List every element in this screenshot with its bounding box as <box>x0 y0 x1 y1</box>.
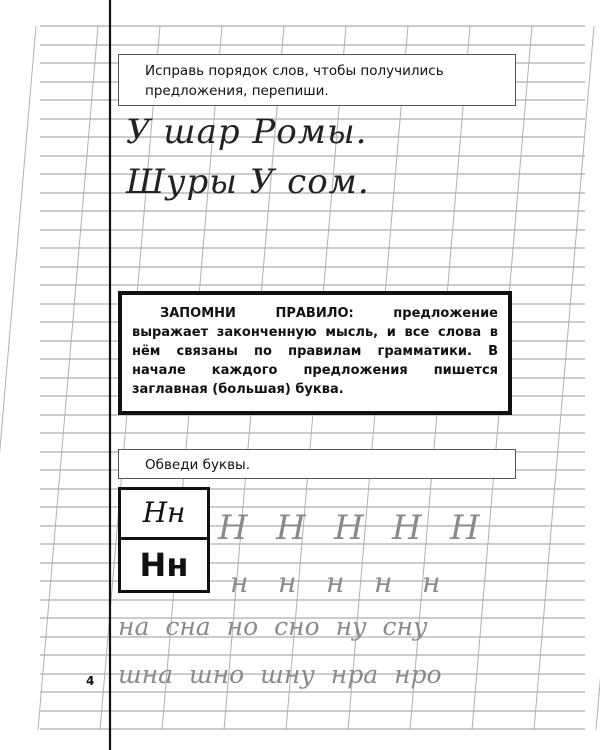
slant-guide-line <box>596 26 600 730</box>
trace-row-lowercase <box>230 566 470 599</box>
handwritten-sample-line-1: У шар Ромы. <box>126 112 368 152</box>
trace-row-syllables-1[interactable]: на сна но сно ну сну <box>118 612 428 641</box>
trace-letter[interactable]: Н <box>218 508 248 548</box>
trace-letter[interactable]: Н <box>276 508 306 548</box>
trace-letter[interactable]: н <box>374 566 393 599</box>
trace-letter[interactable]: н <box>230 566 249 599</box>
trace-letter[interactable]: н <box>278 566 297 599</box>
trace-letter[interactable]: Н <box>334 508 364 548</box>
letter-box-print: Нн <box>139 546 189 584</box>
trace-row-uppercase <box>218 508 508 548</box>
task-instruction-reorder: Исправь порядок слов, чтобы получились предложения, перепиши. <box>118 54 516 106</box>
page-number: 4 <box>86 674 95 688</box>
trace-letter[interactable]: Н <box>450 508 480 548</box>
trace-letter[interactable]: н <box>422 566 441 599</box>
task-instruction-trace: Обведи буквы. <box>118 449 516 479</box>
rule-box: ЗАПОМНИ ПРАВИЛО: предложение выражает законченную мысль, и все слова в нём связаны по правилам грамматики. В начале каждого предложения пишется заглавная (большая) буква. <box>118 291 512 415</box>
slant-guide-line <box>0 26 36 730</box>
trace-letter[interactable]: н <box>326 566 345 599</box>
handwritten-sample-line-2: Шуры У сом. <box>126 162 370 202</box>
letter-box-script: Нн <box>121 490 207 540</box>
trace-letter[interactable]: Н <box>392 508 422 548</box>
letter-box <box>118 487 210 593</box>
trace-row-syllables-2[interactable]: шна шно шну нра нро <box>118 660 442 689</box>
